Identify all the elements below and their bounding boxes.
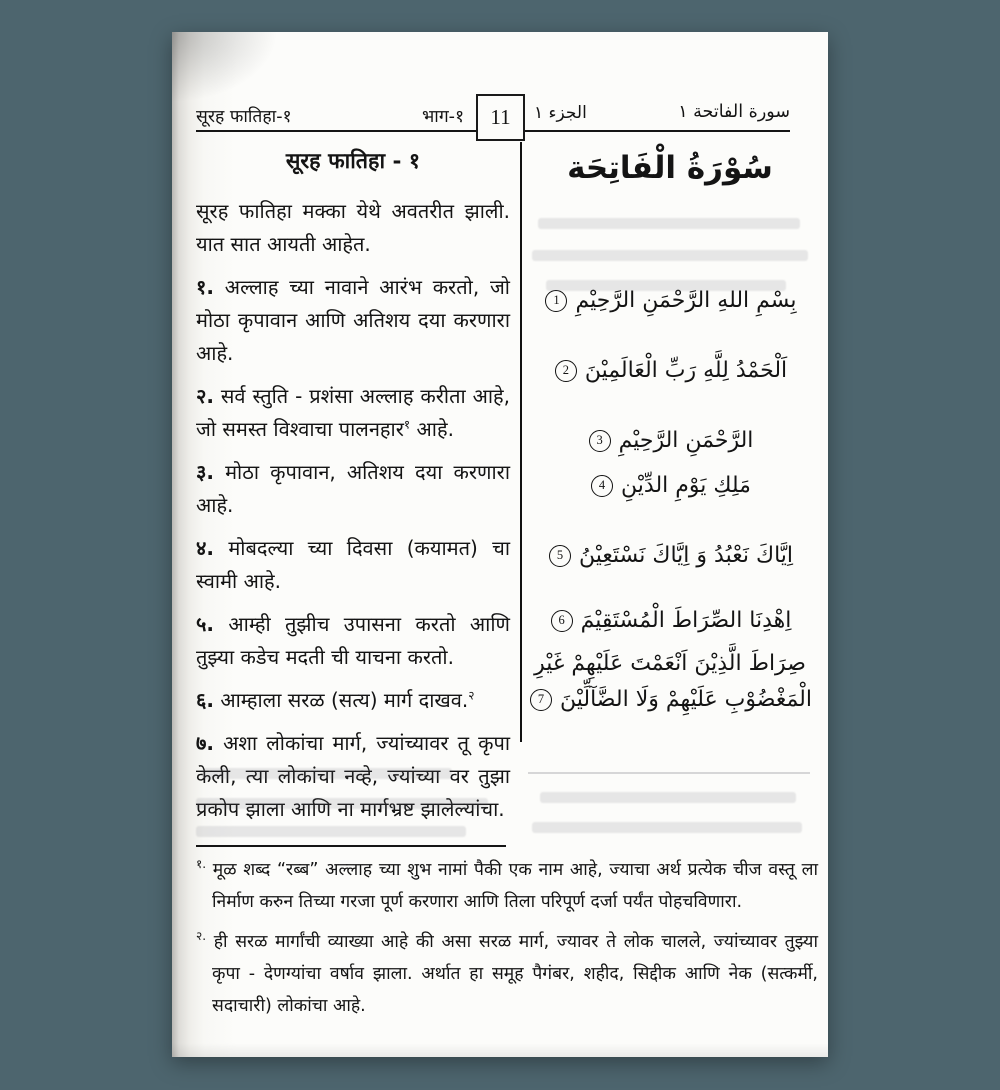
header-part-label: भाग-१ xyxy=(422,107,465,127)
arabic-verse-text: بِسْمِ اللهِ الرَّحْمَنِ الرَّحِيْمِ xyxy=(575,288,797,313)
arabic-verse-2 xyxy=(524,353,816,389)
verse-number: १. xyxy=(196,275,214,299)
footnote-2 xyxy=(196,926,818,1022)
verse-number-badge: 7 xyxy=(530,689,552,711)
verse-number-badge: 4 xyxy=(591,475,613,497)
surah-title-marathi: सूरह फातिहा - १ xyxy=(285,149,421,174)
surah-intro: सूरह फातिहा मक्का येथे अवतरीत झाली. यात सात आयती आहेत. xyxy=(196,199,510,256)
verse-number: २. xyxy=(196,384,214,408)
header-surah-title-arabic: سورة الفاتحة ١ xyxy=(678,102,790,122)
verse-number: ६. xyxy=(196,688,214,712)
arabic-verse-4 xyxy=(524,468,816,504)
arabic-verse-text: مَلِكِ يَوْمِ الدِّيْنِ xyxy=(621,473,751,498)
verse-number: ५. xyxy=(196,612,214,636)
verse-text: अल्लाह च्या नावाने आरंभ करतो, जो मोठा कृपावान आणि अतिशय दया करणारा आहे. xyxy=(196,275,510,365)
arabic-verse-text: صِرَاطَ الَّذِيْنَ اَنْعَمْتَ عَلَيْهِمْ غَيْرِ الْمَغْضُوْبِ عَلَيْهِمْ وَلَا الضَّآلِّيْنَ xyxy=(534,651,812,712)
verse-text: अशा लोकांचा मार्ग, ज्यांच्यावर तू कृपा केली, त्या लोकांचा नव्हे, ज्यांच्या वर तुझा प्रकोप झाला आणि ना मार्गभ्रष्ट झालेल्यांचा. xyxy=(196,731,510,821)
book-page xyxy=(172,32,828,1057)
marathi-column xyxy=(196,146,510,836)
page-number: 11 xyxy=(490,105,511,129)
footnote-ref: १ xyxy=(403,417,411,432)
verse-text-after: आहे. xyxy=(410,417,454,441)
marathi-verse-1 xyxy=(196,271,510,370)
verse-text: आम्ही तुझीच उपासना करतो आणि तुझ्या कडेच मदती ची याचना करतो. xyxy=(196,612,510,669)
arabic-verse-text: اِهْدِنَا الصِّرَاطَ الْمُسْتَقِيْمَ xyxy=(580,608,792,633)
bleedthrough-artifact xyxy=(546,280,786,291)
footnotes-section xyxy=(196,854,818,1030)
surah-title-calligraphy: سُوْرَةُ الْفَاتِحَة xyxy=(567,150,773,186)
verse-text: मोबदल्या च्या दिवसा (कयामत) चा स्वामी आहे. xyxy=(196,536,511,593)
bleedthrough-artifact xyxy=(532,250,808,261)
verse-number-badge: 6 xyxy=(551,610,573,632)
arabic-column xyxy=(524,144,816,794)
header-surah-title-marathi: सूरह फातिहा-१ xyxy=(196,107,292,127)
footnote-text: ही सरळ मार्गांची व्याख्या आहे की असा सरळ मार्ग, ज्यावर ते लोक चालले, ज्यांच्यावर तुझ्या कृपा - देणग्यांचा वर्षाव झाला. अर्थात हा समूह पैगंबर, शहीद, सिद्दीक आणि नेक (सत्कर्मी, सदाचारी) लोकांचा आहे. xyxy=(212,932,818,1016)
arabic-verse-3 xyxy=(524,423,816,459)
verse-number-badge: 2 xyxy=(555,360,577,382)
page-number-box xyxy=(476,94,525,141)
footnote-rule xyxy=(196,845,506,847)
verse-text: मोठा कृपावान, अतिशय दया करणारा आहे. xyxy=(196,460,511,517)
footnote-marker: १. xyxy=(196,857,207,872)
bleedthrough-artifact xyxy=(196,826,466,837)
verse-text: सर्व स्तुति - प्रशंसा अल्लाह करीता आहे, जो समस्त विश्वाचा पालनहार xyxy=(196,384,510,441)
marathi-verse-4 xyxy=(196,532,510,598)
verse-number: ७. xyxy=(196,731,214,755)
footnote-marker: २. xyxy=(196,929,207,944)
marathi-verse-5 xyxy=(196,608,510,674)
verse-number-badge: 1 xyxy=(545,290,567,312)
bleedthrough-artifact xyxy=(196,798,488,809)
footnote-ref: २ xyxy=(468,688,475,703)
arabic-verse-7 xyxy=(524,646,816,718)
verse-number: ४. xyxy=(196,536,214,560)
marathi-verse-2 xyxy=(196,380,510,446)
bleedthrough-artifact xyxy=(202,768,452,779)
arabic-verse-6 xyxy=(524,603,816,639)
arabic-verse-text: اَلْحَمْدُ لِلَّهِ رَبِّ الْعَالَمِيْنَ xyxy=(584,358,788,383)
verse-number-badge: 3 xyxy=(589,430,611,452)
verse-number-badge: 5 xyxy=(549,545,571,567)
verse-number: ३. xyxy=(196,460,214,484)
footnote-text: मूळ शब्द “रब्ब” अल्लाह च्या शुभ नामां पैकी एक नाम आहे, ज्याचा अर्थ प्रत्येक चीज वस्तू ला निर्माण करुन तिच्या गरजा पूर्ण करणारा आणि तिला परिपूर्ण दर्जा पर्यंत पोहचविणारा. xyxy=(212,860,818,912)
bleedthrough-artifact xyxy=(540,792,796,803)
arabic-verse-text: الرَّحْمَنِ الرَّحِيْمِ xyxy=(618,428,754,453)
marathi-verse-3 xyxy=(196,456,510,522)
arabic-verse-5 xyxy=(524,538,816,574)
bleedthrough-artifact xyxy=(538,218,800,229)
column-divider xyxy=(520,142,522,742)
footnote-1 xyxy=(196,854,818,918)
bleedthrough-artifact xyxy=(532,822,802,833)
verse-text: आम्हाला सरळ (सत्य) मार्ग दाखव. xyxy=(220,688,469,712)
marathi-verse-6 xyxy=(196,684,510,717)
arabic-verse-text: اِيَّاكَ نَعْبُدُ وَ اِيَّاكَ نَسْتَعِيْنُ xyxy=(578,543,794,568)
bleedthrough-rule xyxy=(528,772,810,774)
header-juz-label: الجزء ١ xyxy=(534,103,587,123)
